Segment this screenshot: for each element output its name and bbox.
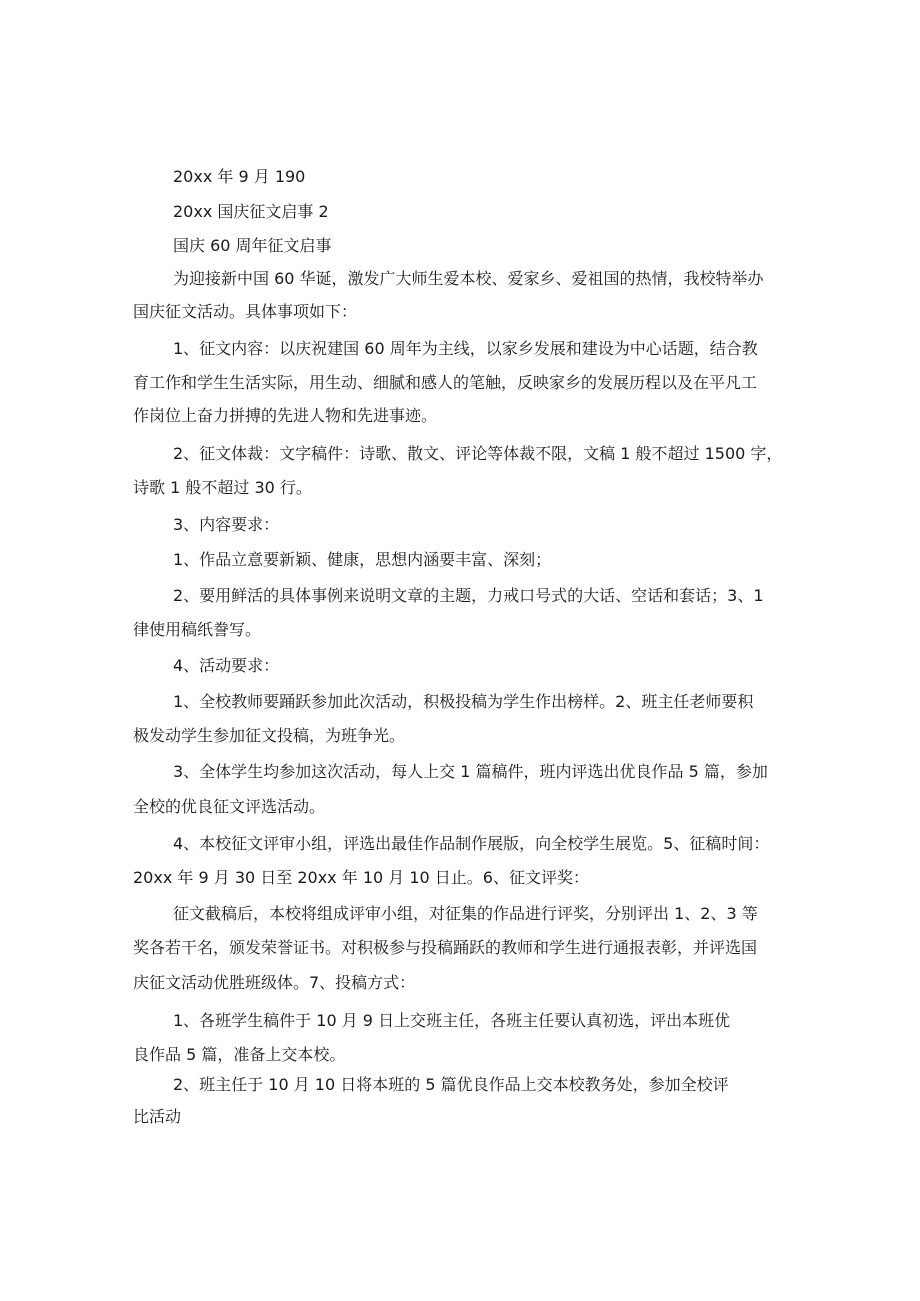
doc-date-line: 20xx 年 9 月 190 bbox=[173, 167, 306, 186]
activity-4-line-2: 20xx 年 9 月 30 日至 20xx 年 10 月 10 日止。6、征文评奖： bbox=[133, 868, 589, 887]
activity-4-line-1: 4、本校征文评审小组，评选出最佳作品制作展版，向全校学生展览。5、征稿时间： bbox=[173, 834, 770, 853]
content-line-3: 作岗位上奋力拼搏的先进人物和先进事迹。 bbox=[133, 406, 438, 425]
activity-1-line-2: 极发动学生参加征文投稿，为班争光。 bbox=[133, 726, 406, 745]
award-line-1: 征文截稿后，本校将组成评审小组，对征集的作品进行评奖，分别评出 1、2、3 等 bbox=[173, 904, 758, 923]
paragraph-intro-line-2: 国庆征文活动。具体事项如下： bbox=[133, 302, 358, 321]
activity-1-line-1: 1、全校教师要踊跃参加此次活动，积极投稿为学生作出榜样。2、班主任老师要积 bbox=[173, 692, 754, 711]
activity-3-line-2: 全校的优良征文评选活动。 bbox=[133, 797, 326, 816]
activity-heading: 4、活动要求： bbox=[173, 656, 280, 675]
submission-1-line-2: 良作品 5 篇，准备上交本校。 bbox=[133, 1045, 346, 1064]
content-line-1: 1、征文内容：以庆祝建国 60 周年为主线，以家乡发展和建设为中心话题，结合教 bbox=[173, 339, 758, 358]
genre-line-1: 2、征文体裁：文字稿件：诗歌、散文、评论等体裁不限，文稿 1 般不超过 1500 字， bbox=[173, 444, 783, 463]
submission-2-line-2: 比活动 bbox=[133, 1107, 182, 1126]
submission-1-line-1: 1、各班学生稿件于 10 月 9 日上交班主任，各班主任要认真初选，评出本班优 bbox=[173, 1011, 731, 1030]
requirement-1: 1、作品立意要新颖、健康，思想内涵要丰富、深刻； bbox=[173, 550, 552, 569]
requirement-2-line-1: 2、要用鲜活的具体事例来说明文章的主题，力戒口号式的大话、空话和套话；3、1 bbox=[173, 586, 764, 605]
requirement-2-line-2: 律使用稿纸誊写。 bbox=[133, 620, 262, 639]
award-line-2: 奖各若干名，颁发荣誉证书。对积极参与投稿踊跃的教师和学生进行通报表彰，并评选国 bbox=[133, 938, 758, 957]
activity-3-line-1: 3、全体学生均参加这次活动，每人上交 1 篇稿件，班内评选出优良作品 5 篇，参加 bbox=[173, 762, 768, 781]
paragraph-intro-line-1: 为迎接新中国 60 华诞，激发广大师生爱本校、爱家乡、爱祖国的热情，我校特举办 bbox=[173, 269, 764, 288]
doc-title: 国庆 60 周年征文启事 bbox=[173, 236, 332, 255]
genre-line-2: 诗歌 1 般不超过 30 行。 bbox=[133, 478, 312, 497]
submission-2-line-1: 2、班主任于 10 月 10 日将本班的 5 篇优良作品上交本校教务处，参加全校评 bbox=[173, 1075, 729, 1094]
award-line-3: 庆征文活动优胜班级体。7、投稿方式： bbox=[133, 973, 416, 992]
doc-subtitle: 20xx 国庆征文启事 2 bbox=[173, 202, 329, 221]
requirements-heading: 3、内容要求： bbox=[173, 515, 280, 534]
content-line-2: 育工作和学生生活实际，用生动、细腻和感人的笔触，反映家乡的发展历程以及在平凡工 bbox=[133, 373, 758, 392]
